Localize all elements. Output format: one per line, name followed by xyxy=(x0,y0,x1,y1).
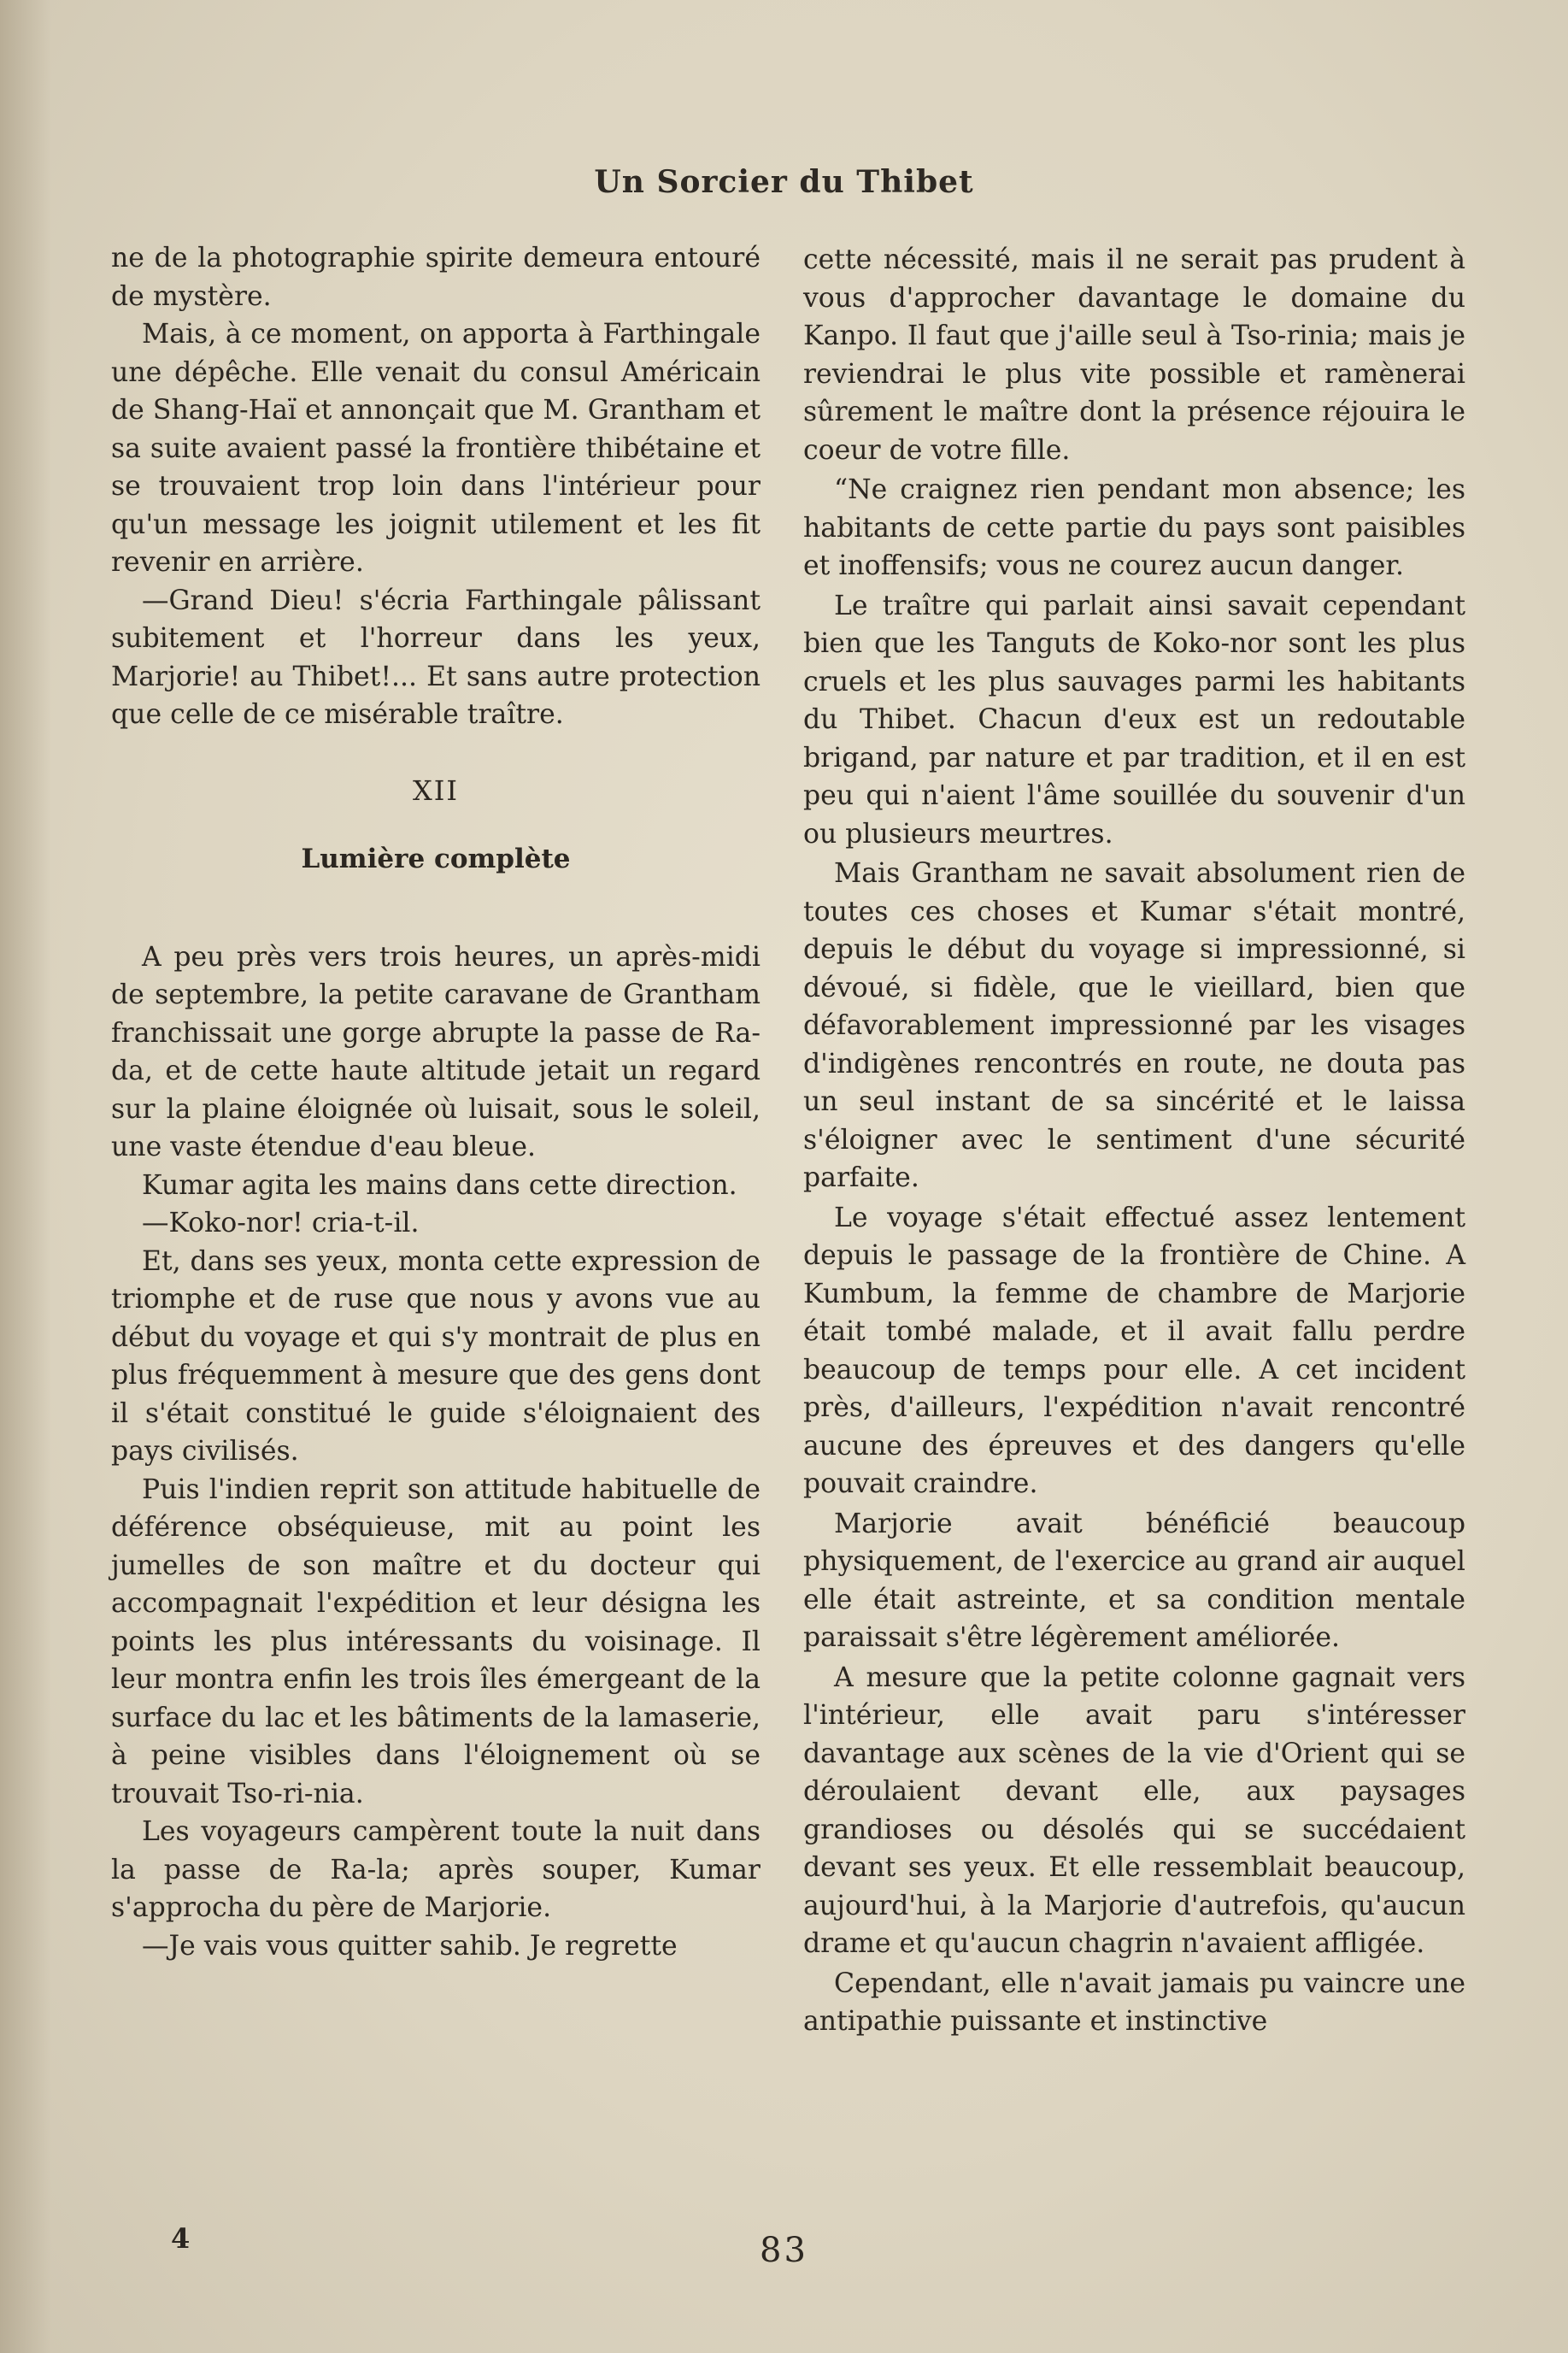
paragraph: Puis l'indien reprit son attitude habituelle de déférence obséquieuse, mit au point les jumelles de son maître et du docteur qui accompagnait l'expédition et leur désigna les points les plus intéressants du voisinage. Il leur montra enfin les trois îles émergeant de la surface du lac et les bâtiments de la lamaserie, à peine visibles dans l'éloignement où se trouvait Tso-ri-nia. xyxy=(111,1474,761,1809)
chapter-title: Lumière complète xyxy=(301,844,571,874)
paragraph: Les voyageurs campèrent toute la nuit dans la passe de Ra-la; après souper, Kumar s'approcha du père de Marjorie. xyxy=(111,1816,761,1923)
paragraph: “Ne craignez rien pendant mon absence; les habitants de cette partie du pays sont paisibles et inoffensifs; vous ne courez aucun danger. xyxy=(803,474,1465,581)
running-title: Un Sorcier du Thibet xyxy=(594,164,974,200)
signature-mark: 4 xyxy=(171,2222,191,2255)
paragraph: Et, dans ses yeux, monta cette expression de triomphe et de ruse que nous y avons vue au début du voyage et qui s'y montrait de plus en plus fréquemment à mesure que des gens dont il s'était constitué le guide s'éloignaient des pays civilisés. xyxy=(111,1245,761,1467)
paragraph: A peu près vers trois heures, un après-midi de septembre, la petite caravane de Grantham franchissait une gorge abrupte la passe de Ra-da, et de cette haute altitude jetait un regard sur la plaine éloignée où luisait, sous le soleil, une vaste étendue d'eau bleue. xyxy=(111,941,761,1162)
paragraph: —Grand Dieu! s'écria Farthingale pâlissant subitement et l'horreur dans les yeux, Marjorie! au Thibet!... Et sans autre protection que celle de ce misérable traître. xyxy=(111,585,761,730)
page-number: 83 xyxy=(760,2231,808,2270)
page-gutter-shadow xyxy=(0,0,51,2353)
right-column xyxy=(803,241,1465,2043)
paragraph: Mais Grantham ne savait absolument rien de toutes ces choses et Kumar s'était montré, depuis le début du voyage si impressionné, si dévoué, si fidèle, que le vieillard, bien que défavorablement impressionné par les visages d'indigènes rencontrés en route, ne douta pas un seul instant de sa sincérité et le laissa s'éloigner avec le sentiment d'une sécurité parfaite. xyxy=(803,858,1465,1193)
paragraph: cette nécessité, mais il ne serait pas prudent à vous d'approcher davantage le domaine du Kanpo. Il faut que j'aille seul à Tso-rinia; mais je reviendrai le plus vite possible et ramènerai sûrement le maître dont la présence réjouira le coeur de votre fille. xyxy=(803,244,1465,466)
paragraph: ne de la photographie spirite demeura entouré de mystère. xyxy=(111,243,761,312)
paragraph: —Koko-nor! cria-t-il. xyxy=(142,1208,420,1238)
paragraph: Le traître qui parlait ainsi savait cependant bien que les Tanguts de Koko-nor sont les plus cruels et les plus sauvages parmi les habitants du Thibet. Chacun d'eux est un redoutable brigand, par nature et par tradition, et il en est peu qui n'aient l'âme souillée du souvenir d'un ou plusieurs meurtres. xyxy=(803,590,1465,850)
paragraph: Kumar agita les mains dans cette direction. xyxy=(142,1169,737,1201)
paragraph: Le voyage s'était effectué assez lentement depuis le passage de la frontière de Chine. A Kumbum, la femme de chambre de Marjorie était tombé malade, et il avait fallu perdre beaucoup de temps pour elle. A cet incident près, d'ailleurs, l'expédition n'avait rencontré aucune des épreuves et des dangers qu'elle pouvait craindre. xyxy=(803,1202,1465,1499)
chapter-number: XII xyxy=(412,774,460,807)
paragraph: —Je vais vous quitter sahib. Je regrette xyxy=(142,1930,678,1962)
left-column xyxy=(111,239,761,1965)
paragraph: Marjorie avait bénéficié beaucoup physiquement, de l'exercice au grand air auquel elle était astreinte, et sa condition mentale paraissait s'être légèrement améliorée. xyxy=(803,1508,1465,1653)
paragraph: Cependant, elle n'avait jamais pu vaincre une antipathie puissante et instinctive xyxy=(803,1968,1465,2037)
paragraph: Mais, à ce moment, on apporta à Farthingale une dépêche. Elle venait du consul Américain de Shang-Haï et annonçait que M. Grantham et sa suite avaient passé la frontière thibétaine et se trouvaient trop loin dans l'intérieur pour qu'un message les joignit utilement et les fit revenir en arrière. xyxy=(111,319,761,578)
paragraph: A mesure que la petite colonne gagnait vers l'intérieur, elle avait paru s'intéresser davantage aux scènes de la vie d'Orient qui se déroulaient devant elle, aux paysages grandioses ou désolés qui se succédaient devant ses yeux. Et elle ressemblait beaucoup, aujourd'hui, à la Marjorie d'autrefois, qu'aucun drame et qu'aucun chagrin n'avaient affligée. xyxy=(803,1662,1465,1959)
